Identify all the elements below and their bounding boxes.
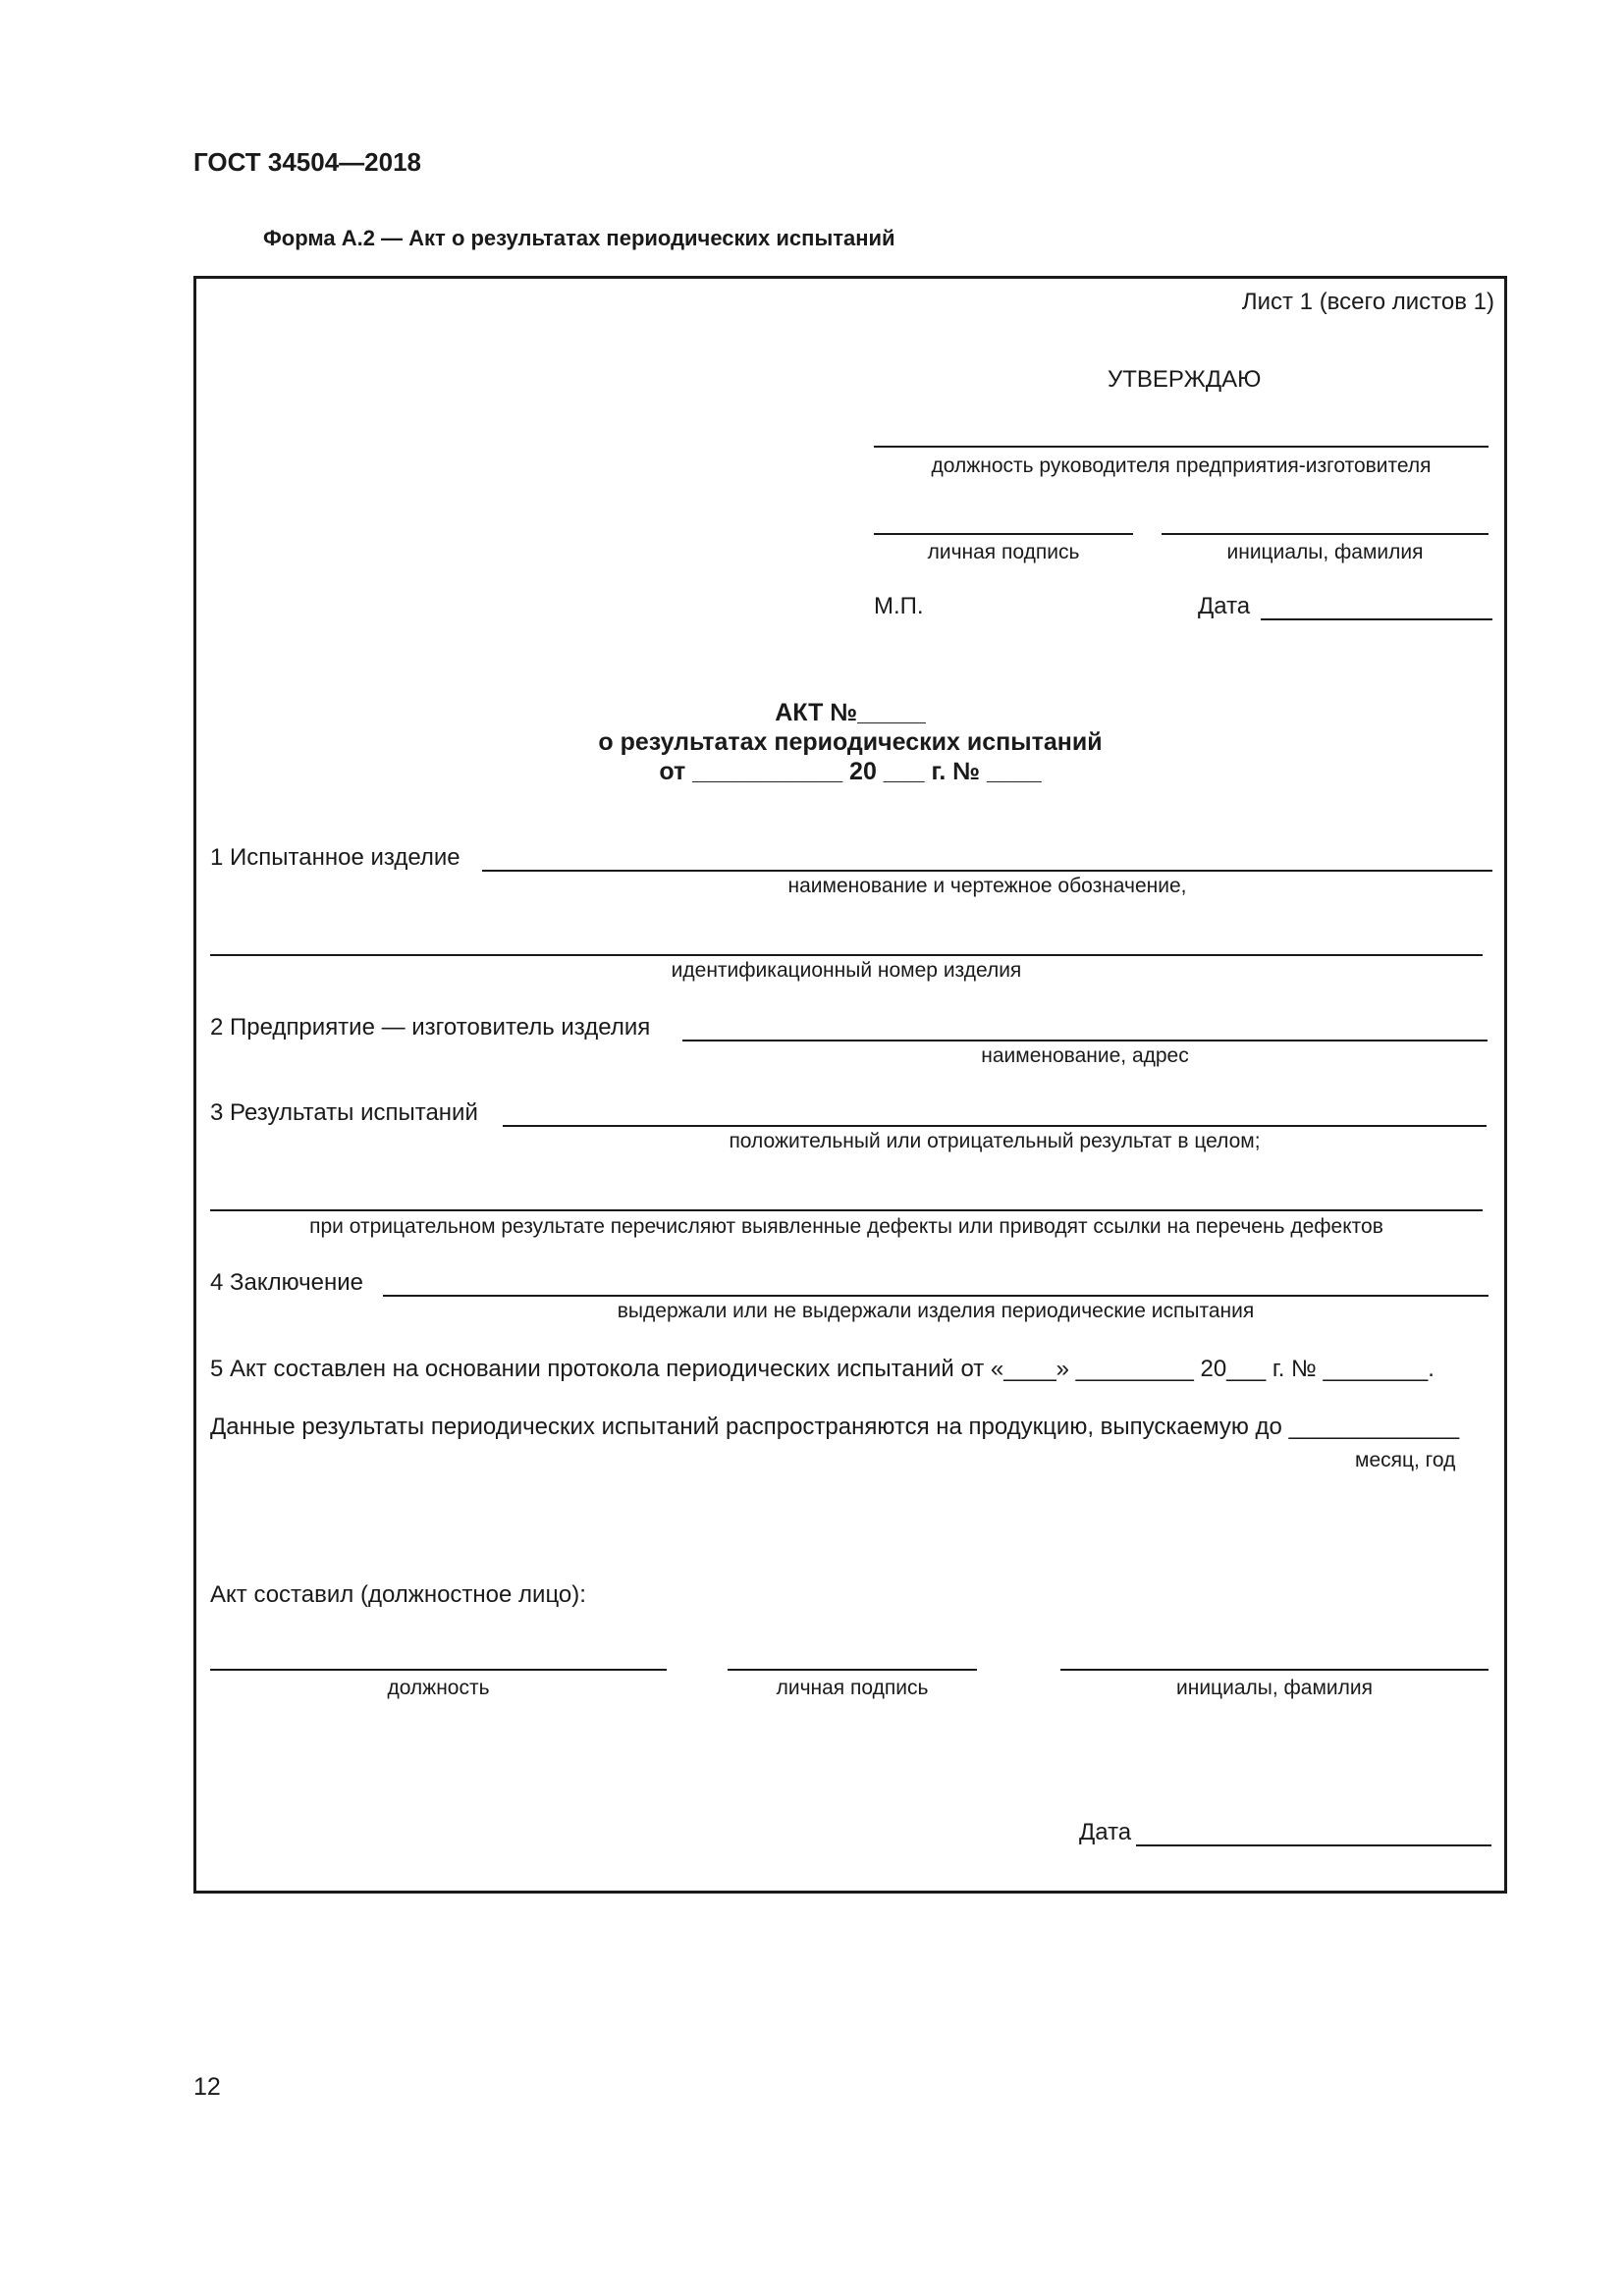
signature-line xyxy=(874,533,1133,535)
item4-label: 4 Заключение xyxy=(210,1269,363,1296)
item1-label: 1 Испытанное изделие xyxy=(210,844,460,871)
initials-hint: инициалы, фамилия xyxy=(1226,541,1424,563)
act-title-subject: о результатах периодических испытаний xyxy=(598,728,1103,756)
initials-line xyxy=(1162,533,1489,535)
item4-hint: выдержали или не выдержали изделия периодические испытания xyxy=(617,1300,1255,1322)
item3-label: 3 Результаты испытаний xyxy=(210,1099,478,1126)
item3-defects-line xyxy=(210,1209,1483,1211)
date2-line xyxy=(1136,1844,1491,1846)
form-caption: Форма А.2 — Акт о результатах периодических испытаний xyxy=(263,226,895,250)
initials2-hint: инициалы, фамилия xyxy=(1176,1677,1373,1699)
item2-label: 2 Предприятие — изготовитель изделия xyxy=(210,1014,651,1041)
item1-line xyxy=(482,870,1492,872)
item1-hint-name: наименование и чертежное обозначение, xyxy=(787,875,1187,897)
signature-hint: личная подпись xyxy=(927,541,1080,563)
validity-text: Данные результаты периодических испытаний распространяются на продукцию, выпускаемую до _____________ xyxy=(210,1414,1460,1440)
item1-id-line xyxy=(210,954,1483,956)
position-hint: должность руководителя предприятия-изготовителя xyxy=(931,454,1432,477)
date-line xyxy=(1261,618,1492,620)
item1-hint-id: идентификационный номер изделия xyxy=(671,959,1022,982)
document-header: ГОСТ 34504—2018 xyxy=(193,147,421,177)
validity-hint: месяц, год xyxy=(1355,1449,1456,1471)
date-label: Дата xyxy=(1198,593,1251,619)
item3-line xyxy=(503,1125,1487,1127)
item3-hint-defects: при отрицательном результате перечисляют выявленные дефекты или приводят ссылки на перечень дефектов xyxy=(309,1215,1383,1238)
item4-line xyxy=(383,1295,1489,1297)
item2-line xyxy=(682,1040,1488,1041)
date2-label: Дата xyxy=(1079,1819,1132,1845)
form-frame xyxy=(193,276,1507,1894)
act-title-number: АКТ №_____ xyxy=(775,699,926,726)
item5-text: 5 Акт составлен на основании протокола периодических испытаний от «____» _________ 20___ г. № ________. xyxy=(210,1356,1435,1382)
sign-line xyxy=(728,1669,977,1671)
approve-heading: УТВЕРЖДАЮ xyxy=(1108,366,1262,393)
seal-label: М.П. xyxy=(874,593,924,619)
item3-hint-result: положительный или отрицательный результат в целом; xyxy=(729,1130,1261,1152)
item2-hint: наименование, адрес xyxy=(981,1044,1189,1067)
position-line xyxy=(874,446,1489,448)
composed-label: Акт составил (должностное лицо): xyxy=(210,1581,586,1608)
initials2-line xyxy=(1060,1669,1489,1671)
sheet-count: Лист 1 (всего листов 1) xyxy=(1241,289,1494,315)
page-number: 12 xyxy=(193,2073,221,2101)
post-hint: должность xyxy=(387,1677,490,1699)
act-title-date: от ___________ 20 ___ г. № ____ xyxy=(659,758,1042,785)
post-line xyxy=(210,1669,667,1671)
sign-hint: личная подпись xyxy=(776,1677,929,1699)
